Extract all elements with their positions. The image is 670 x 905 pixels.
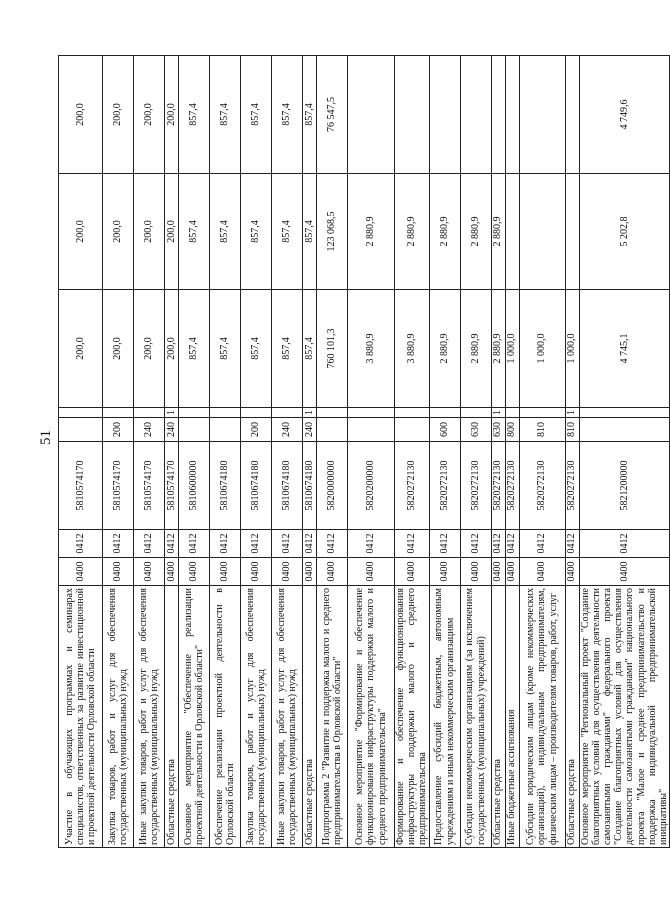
subsection-code: 0412	[317, 530, 348, 558]
table-row	[565, 56, 579, 848]
budget-table-wrapper	[58, 56, 669, 848]
row-name: Участие в обучающих программах и семинарах специалистов, ответственных за развитие инвестиционной и проектной деятельности Орловской области	[59, 586, 103, 848]
amount-year-2: 2 880,9	[395, 174, 430, 290]
table-row	[429, 56, 460, 848]
amount-year-2: 123 068,5	[317, 174, 348, 290]
expense-type-code	[210, 418, 241, 442]
budget-table	[58, 55, 670, 848]
section-code: 0400	[429, 558, 460, 586]
table-row	[460, 56, 491, 848]
amount-year-3: 857,4	[210, 56, 241, 174]
row-name: Основное мероприятие "Обеспечение реализации проектной деятельности в Орловской области"	[179, 586, 210, 848]
section-code: 0400	[491, 558, 505, 586]
funding-flag	[272, 408, 303, 418]
table-row	[134, 56, 165, 848]
amount-year-1: 857,4	[241, 290, 272, 408]
amount-year-2: 200,0	[165, 174, 179, 290]
funding-flag	[519, 408, 565, 418]
section-code: 0400	[519, 558, 565, 586]
subsection-code: 0412	[348, 530, 395, 558]
subsection-code: 0412	[134, 530, 165, 558]
funding-flag	[210, 408, 241, 418]
target-article-code: 5810674180	[210, 442, 241, 530]
target-article-code: 5810674180	[241, 442, 272, 530]
funding-flag	[59, 408, 103, 418]
amount-year-3: 857,4	[241, 56, 272, 174]
table-row	[272, 56, 303, 848]
amount-year-1: 2 880,9	[460, 290, 491, 408]
table-row	[579, 56, 670, 848]
amount-year-1: 1 000,0	[519, 290, 565, 408]
target-article-code: 5810600000	[179, 442, 210, 530]
amount-year-3: 857,4	[272, 56, 303, 174]
amount-year-2: 857,4	[179, 174, 210, 290]
section-code: 0400	[59, 558, 103, 586]
section-code: 0400	[460, 558, 491, 586]
amount-year-1: 2 880,9	[429, 290, 460, 408]
subsection-code: 0412	[241, 530, 272, 558]
expense-type-code: 810	[519, 418, 565, 442]
table-row	[303, 56, 317, 848]
amount-year-3	[491, 56, 505, 174]
amount-year-1: 200,0	[134, 290, 165, 408]
subsection-code: 0412	[103, 530, 134, 558]
amount-year-2: 2 880,9	[348, 174, 395, 290]
subsection-code: 0412	[505, 530, 519, 558]
amount-year-3: 200,0	[103, 56, 134, 174]
table-row	[59, 56, 103, 848]
row-name: Закупка товаров, работ и услуг для обеспечения государственных (муниципальных) нужд	[103, 586, 134, 848]
row-name: Областные средства	[303, 586, 317, 848]
expense-type-code: 240	[272, 418, 303, 442]
row-name: Закупка товаров, работ и услуг для обеспечения государственных (муниципальных) нужд	[241, 586, 272, 848]
amount-year-3: 200,0	[165, 56, 179, 174]
page-number: 51	[38, 430, 54, 445]
expense-type-code	[179, 418, 210, 442]
row-name: Областные средства	[165, 586, 179, 848]
target-article-code: 5820000000	[317, 442, 348, 530]
row-name: Обеспечение реализации проектной деятельности в Орловской области	[210, 586, 241, 848]
section-code: 0400	[579, 558, 670, 586]
expense-type-code: 200	[241, 418, 272, 442]
expense-type-code	[395, 418, 430, 442]
row-name: Основное мероприятие "Формирование и обеспечение функционирования инфраструктуры поддержки малого и среднего предпринимательства"	[348, 586, 395, 848]
subsection-code: 0412	[491, 530, 505, 558]
amount-year-3	[565, 56, 579, 174]
amount-year-3	[519, 56, 565, 174]
expense-type-code: 240	[165, 418, 179, 442]
table-row	[103, 56, 134, 848]
row-name: Иные бюджетные ассигнования	[505, 586, 519, 848]
table-row	[165, 56, 179, 848]
subsection-code: 0412	[210, 530, 241, 558]
amount-year-3	[429, 56, 460, 174]
section-code: 0400	[348, 558, 395, 586]
section-code: 0400	[272, 558, 303, 586]
funding-flag	[348, 408, 395, 418]
budget-table-body	[59, 56, 670, 848]
amount-year-1: 857,4	[179, 290, 210, 408]
amount-year-2: 857,4	[272, 174, 303, 290]
row-name: Субсидии юридическим лицам (кроме некоммерческих организаций), индивидуальным предпринимателям, физическим лицам – производителям товаров, работ, услуг	[519, 586, 565, 848]
amount-year-2: 200,0	[134, 174, 165, 290]
amount-year-2: 200,0	[59, 174, 103, 290]
amount-year-1: 760 101,3	[317, 290, 348, 408]
amount-year-1: 200,0	[165, 290, 179, 408]
amount-year-2: 2 880,9	[491, 174, 505, 290]
target-article-code: 5820272130	[395, 442, 430, 530]
target-article-code: 5810674180	[303, 442, 317, 530]
amount-year-1: 1 000,0	[505, 290, 519, 408]
subsection-code: 0412	[303, 530, 317, 558]
funding-flag	[395, 408, 430, 418]
expense-type-code	[59, 418, 103, 442]
amount-year-2: 2 880,9	[429, 174, 460, 290]
target-article-code: 5820272130	[505, 442, 519, 530]
amount-year-3	[395, 56, 430, 174]
row-name: Иные закупки товаров, работ и услуг для обеспечения государственных (муниципальных) нужд	[134, 586, 165, 848]
expense-type-code: 240	[134, 418, 165, 442]
row-name: Областные средства	[491, 586, 505, 848]
row-name: Формирование и обеспечение функционирования инфраструктуры поддержки малого и среднего предпринимательства	[395, 586, 430, 848]
target-article-code: 5810574170	[165, 442, 179, 530]
row-name: Субсидии некоммерческим организациям (за исключением государственных (муниципальных) учреждений)	[460, 586, 491, 848]
table-row	[519, 56, 565, 848]
funding-flag	[505, 408, 519, 418]
subsection-code: 0412	[579, 530, 670, 558]
subsection-code: 0412	[165, 530, 179, 558]
expense-type-code	[579, 418, 670, 442]
amount-year-1: 1 000,0	[565, 290, 579, 408]
subsection-code: 0412	[59, 530, 103, 558]
table-row	[505, 56, 519, 848]
expense-type-code	[348, 418, 395, 442]
amount-year-3: 857,4	[303, 56, 317, 174]
target-article-code: 5820200000	[348, 442, 395, 530]
target-article-code: 5810574170	[134, 442, 165, 530]
amount-year-1: 200,0	[59, 290, 103, 408]
funding-flag	[429, 408, 460, 418]
funding-flag: 1	[565, 408, 579, 418]
expense-type-code: 800	[505, 418, 519, 442]
amount-year-1: 857,4	[272, 290, 303, 408]
section-code: 0400	[505, 558, 519, 586]
target-article-code: 5820272130	[429, 442, 460, 530]
table-row	[179, 56, 210, 848]
table-row	[317, 56, 348, 848]
funding-flag	[579, 408, 670, 418]
section-code: 0400	[303, 558, 317, 586]
amount-year-1: 3 880,9	[348, 290, 395, 408]
subsection-code: 0412	[395, 530, 430, 558]
subsection-code: 0412	[179, 530, 210, 558]
expense-type-code: 200	[103, 418, 134, 442]
amount-year-2: 857,4	[303, 174, 317, 290]
funding-flag	[134, 408, 165, 418]
subsection-code: 0412	[460, 530, 491, 558]
table-row	[348, 56, 395, 848]
amount-year-3: 200,0	[59, 56, 103, 174]
amount-year-2: 5 202,8	[579, 174, 670, 290]
amount-year-3: 857,4	[179, 56, 210, 174]
funding-flag: 1	[303, 408, 317, 418]
target-article-code: 5820272130	[491, 442, 505, 530]
subsection-code: 0412	[429, 530, 460, 558]
amount-year-3: 200,0	[134, 56, 165, 174]
section-code: 0400	[165, 558, 179, 586]
section-code: 0400	[565, 558, 579, 586]
amount-year-2: 200,0	[103, 174, 134, 290]
row-name: Предоставление субсидий бюджетным, автономным учреждениям и иным некоммерческим организациям	[429, 586, 460, 848]
section-code: 0400	[134, 558, 165, 586]
row-name: Подпрограмма 2 "Развитие и поддержка малого и среднего предпринимательства в Орловской области"	[317, 586, 348, 848]
funding-flag	[241, 408, 272, 418]
expense-type-code: 630	[460, 418, 491, 442]
funding-flag	[317, 408, 348, 418]
amount-year-3	[505, 56, 519, 174]
amount-year-3	[348, 56, 395, 174]
expense-type-code: 240	[303, 418, 317, 442]
funding-flag	[460, 408, 491, 418]
row-name: Основное мероприятие "Региональный проект "Создание благоприятных условий для осуществления деятельности самозанятыми гражданами" федерального проекта "Создание благоприятных условий для осуществления деятельности самозанятыми гражданами" национального проекта "Малое и среднее предпринимательство и поддержка индивидуальной предпринимательской инициативы"	[579, 586, 670, 848]
amount-year-3: 4 749,6	[579, 56, 670, 174]
table-row	[491, 56, 505, 848]
subsection-code: 0412	[272, 530, 303, 558]
table-row	[210, 56, 241, 848]
funding-flag	[179, 408, 210, 418]
expense-type-code: 630	[491, 418, 505, 442]
expense-type-code	[317, 418, 348, 442]
amount-year-1: 857,4	[210, 290, 241, 408]
section-code: 0400	[395, 558, 430, 586]
amount-year-1: 200,0	[103, 290, 134, 408]
target-article-code: 5810574170	[59, 442, 103, 530]
section-code: 0400	[103, 558, 134, 586]
expense-type-code: 600	[429, 418, 460, 442]
amount-year-2: 2 880,9	[460, 174, 491, 290]
amount-year-2: 857,4	[241, 174, 272, 290]
section-code: 0400	[241, 558, 272, 586]
amount-year-1: 857,4	[303, 290, 317, 408]
funding-flag: 1	[491, 408, 505, 418]
target-article-code: 5810674180	[272, 442, 303, 530]
expense-type-code: 810	[565, 418, 579, 442]
funding-flag	[103, 408, 134, 418]
section-code: 0400	[179, 558, 210, 586]
row-name: Областные средства	[565, 586, 579, 848]
amount-year-3	[460, 56, 491, 174]
amount-year-2	[519, 174, 565, 290]
target-article-code: 5810574170	[103, 442, 134, 530]
target-article-code: 5820272130	[460, 442, 491, 530]
amount-year-1: 3 880,9	[395, 290, 430, 408]
subsection-code: 0412	[519, 530, 565, 558]
amount-year-2	[505, 174, 519, 290]
target-article-code: 5820272130	[565, 442, 579, 530]
funding-flag: 1	[165, 408, 179, 418]
amount-year-1: 2 880,9	[491, 290, 505, 408]
amount-year-2	[565, 174, 579, 290]
amount-year-3: 76 547,5	[317, 56, 348, 174]
target-article-code: 5821200000	[579, 442, 670, 530]
subsection-code: 0412	[565, 530, 579, 558]
section-code: 0400	[210, 558, 241, 586]
table-row	[241, 56, 272, 848]
target-article-code: 5820272130	[519, 442, 565, 530]
amount-year-1: 4 745,1	[579, 290, 670, 408]
table-row	[395, 56, 430, 848]
row-name: Иные закупки товаров, работ и услуг для обеспечения государственных (муниципальных) нужд	[272, 586, 303, 848]
amount-year-2: 857,4	[210, 174, 241, 290]
section-code: 0400	[317, 558, 348, 586]
